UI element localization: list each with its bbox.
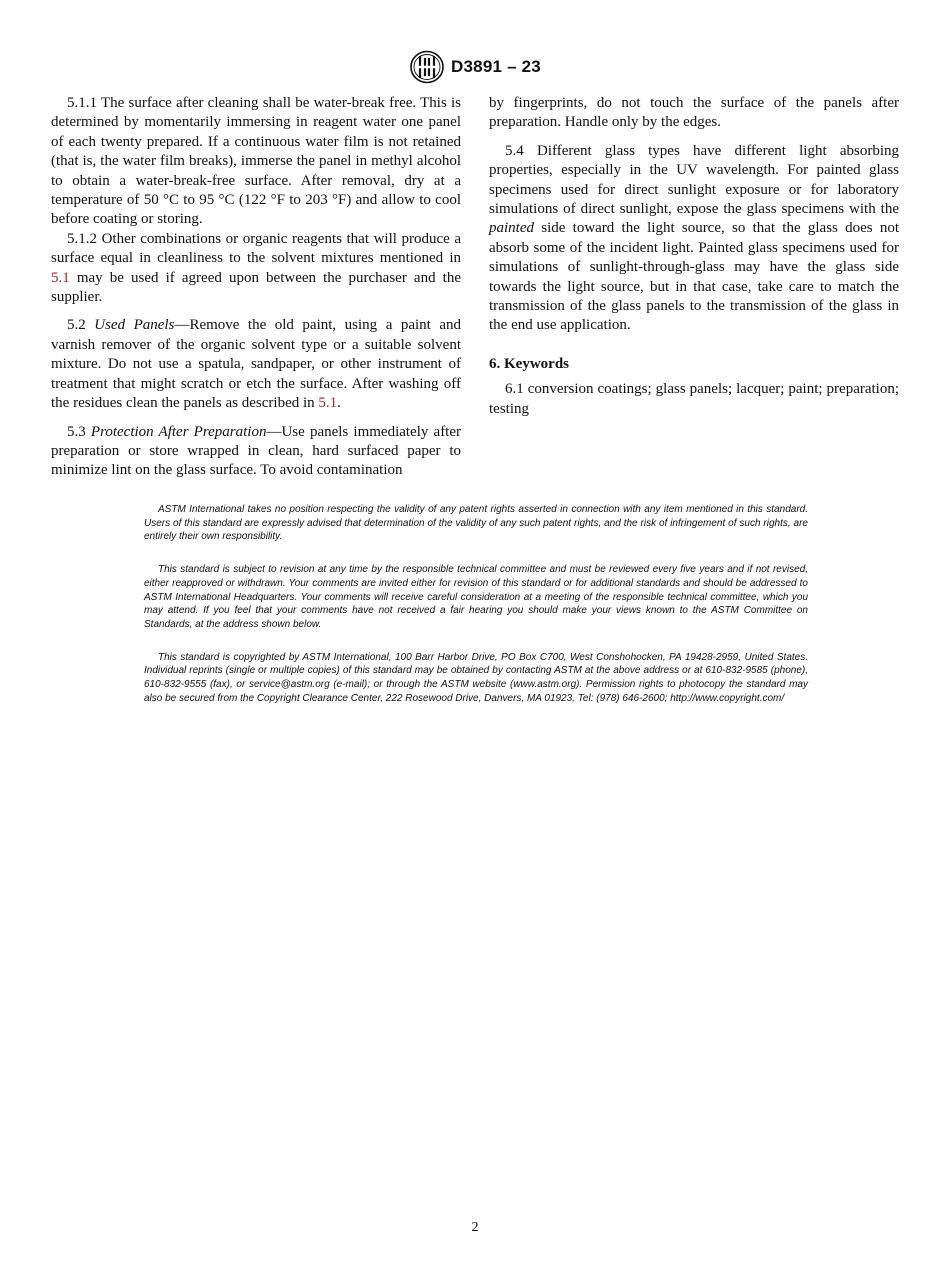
section-number: 5.3 (67, 423, 86, 440)
paragraph-5-4 (489, 142, 899, 336)
right-column (489, 94, 899, 428)
section-number: 5.1.1 (67, 95, 97, 111)
astm-notices (144, 503, 808, 724)
paragraph-5-1-2 (51, 230, 461, 308)
paragraph-5-2 (51, 316, 461, 413)
left-column (51, 94, 461, 490)
revision-notice: This standard is subject to revision at any time by the responsible technical committee and must be reviewed every five years and if not revised, either reapproved or withdrawn. Your comments are invited either for revision of this standard or for additional standards and should be addressed to ASTM International Headquarters. Your comments will receive careful consideration at a meeting of the responsible technical committee, which you may attend. If you feel that your comments have not received a fair hearing you should make your views known to the ASTM Committee on Standards, at the address shown below. (144, 564, 808, 630)
section-number: 5.4 (505, 142, 524, 159)
page-header (0, 50, 950, 84)
paragraph-5-3 (51, 423, 461, 481)
section-number: 6.1 (505, 381, 524, 398)
section-link-5-1[interactable]: 5.1 (51, 269, 70, 286)
paragraph-title: Protection After Preparation (90, 423, 267, 440)
page-number: 2 (471, 1220, 479, 1235)
paragraph-text: side toward the light source, so that the glass does not absorb some of the incident light. Painted glass specimens used for simulations of sunlight-through-glass may have the glass side towards the light source, but in that case, take care to match the transmission of the glass panels to the transmission of the glass in the end use application. (489, 220, 900, 334)
paragraph-5-1-1 (51, 94, 461, 230)
paragraph-text: conversion coatings; glass panels; lacquer; paint; preparation; testing (489, 381, 900, 417)
paragraph-text: may be used if agreed upon between the purchaser and the supplier. (51, 269, 462, 306)
section-link-5-1[interactable]: 5.1 (318, 395, 338, 412)
paragraph-text: —Remove the old paint, using a paint and varnish remover of the organic solvent type or a suitable solvent mixture. Do not use a spatula, sandpaper, or other instrument of treatment that might scratch or etch the surface. After washing off the residues clean the panels as described in (51, 317, 462, 412)
paragraph-6-1 (489, 380, 899, 419)
astm-logo-icon (409, 50, 445, 84)
section-heading-keywords: 6. Keywords (489, 355, 569, 372)
paragraph-title: Used Panels (94, 317, 175, 334)
standard-designation: D3891 – 23 (451, 57, 541, 76)
section-number: 5.1.2 (67, 230, 97, 247)
paragraph-text: —Use panels immediately after preparation or store wrapped in clean, hard surfaced paper to minimize lint on the glass surface. To avoid contamination (51, 423, 462, 479)
paragraph-text: Different glass types have different light absorbing properties, especially in the UV wavelength. For painted glass specimens used for direct sunlight exposure or for laboratory simulations of direct sunlight, expose the glass specimens with the (489, 142, 900, 218)
paragraph-text: Other combinations or organic reagents that will produce a surface equal in cleanliness to the solvent mixtures mentioned in (51, 230, 461, 267)
patent-notice: ASTM International takes no position respecting the validity of any patent rights asserted in connection with any item mentioned in this standard. Users of this standard are expressly advised that determination of the validity of any such patent rights, and the risk of infringement of such rights, are entirely their own responsibility. (144, 504, 808, 543)
paragraph-text: The surface after cleaning shall be water-break free. This is determined by momentarily immersing in reagent water one panel of each twenty prepared. If a continuous water film is not retained (that is, the water film breaks), immerse the panel in methyl alcohol to obtain a water-break-free surface. After removal, dry at a temperature of 50 °C to 95 °C (122 °F to 203 °F) and allow to cool before coating or storing. (51, 95, 462, 228)
section-number: 5.2 (67, 317, 86, 334)
paragraph-5-3-continued: by fingerprints, do not touch the surface of the panels after preparation. Handle only by the edges. (489, 95, 899, 131)
copyright-notice: This standard is copyrighted by ASTM International, 100 Barr Harbor Drive, PO Box C700, West Conshohocken, PA 19428-2959, United States. Individual reprints (single or multiple copies) of this standard may be obtained by contacting ASTM at the above address or at 610-832-9585 (phone), 610-832-9555 (fax), or service@astm.org (e-mail); or through the ASTM website (www.astm.org). Permission rights to photocopy the standard may also be secured from the Copyright Clearance Center, 222 Rosewood Drive, Danvers, MA 01923, Tel: (978) 646-2600; http://www.copyright.com/ (144, 651, 808, 704)
paragraph-text: . (337, 395, 341, 412)
emphasis-text: painted (489, 220, 534, 237)
